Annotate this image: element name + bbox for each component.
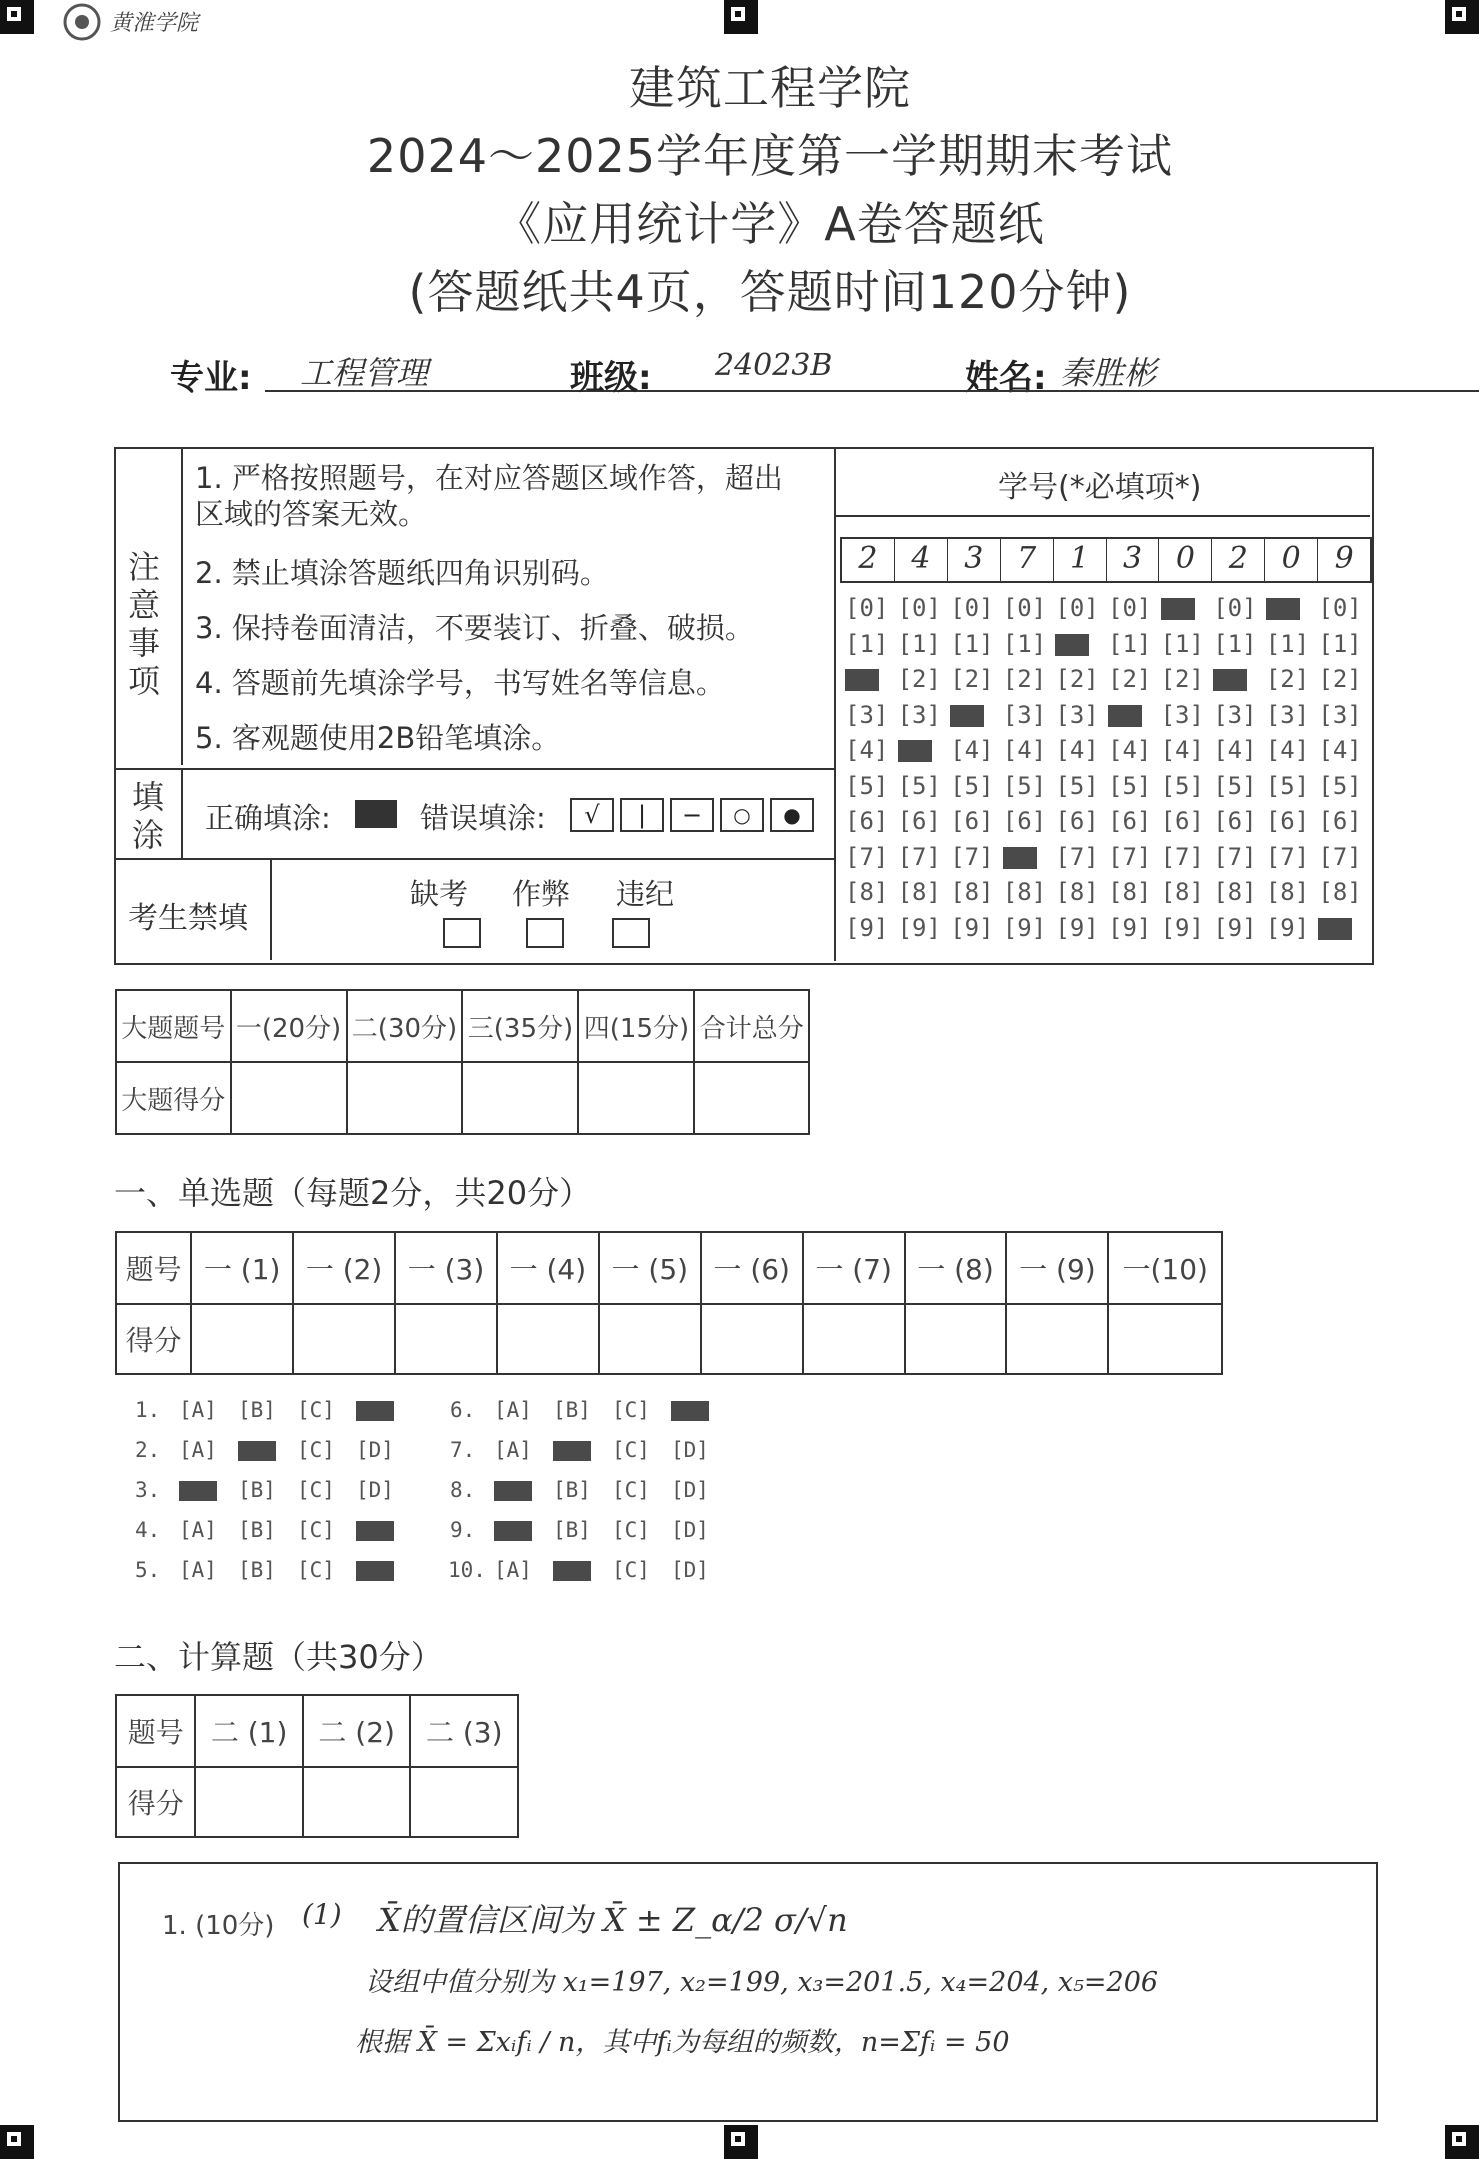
id-digit: 2 [842, 539, 895, 581]
id-bubble[interactable]: [2] [1002, 665, 1047, 693]
id-bubble[interactable]: [0] [950, 594, 994, 622]
mc-option-filled[interactable] [494, 1478, 532, 1502]
course-title: 《应用统计学》A卷答题纸 [495, 197, 1045, 251]
corner-mark-top-right [1445, 0, 1479, 34]
id-bubble[interactable]: [3] [1002, 700, 1047, 729]
id-bubble[interactable]: [1] [1160, 629, 1204, 658]
id-bubble-filled[interactable] [1318, 914, 1352, 942]
id-digit: 3 [948, 539, 1001, 581]
violation-label: 违纪 [616, 877, 675, 911]
answer-question-number: 1. (10分) [162, 1911, 275, 1941]
id-bubble[interactable]: [0] [1318, 594, 1362, 622]
id-bubble[interactable]: [2] [1108, 665, 1152, 693]
score-cell[interactable] [191, 1304, 293, 1374]
mc-option-filled[interactable] [179, 1478, 217, 1502]
id-bubble[interactable]: [6] [845, 807, 889, 835]
id-bubble[interactable]: [2] [1160, 665, 1204, 693]
id-bubble[interactable]: [6] [950, 807, 994, 835]
mc-option[interactable]: [C] [612, 1558, 650, 1582]
score-cell[interactable] [905, 1304, 1007, 1374]
mc-question-number: 5. [135, 1558, 161, 1582]
mc-question-number: 9. [450, 1518, 476, 1542]
violation-checkbox[interactable] [612, 918, 650, 948]
id-bubble[interactable]: [0] [845, 594, 889, 622]
score-header: 一(20分) [231, 990, 347, 1062]
id-bubble[interactable]: [8] [1108, 878, 1152, 906]
mc-option-filled[interactable] [494, 1518, 532, 1542]
score-cell[interactable] [347, 1062, 463, 1134]
id-digit: 0 [1265, 539, 1318, 581]
score-header: 合计总分 [694, 990, 809, 1062]
vertical-bar-icon: | [620, 798, 664, 832]
mc-option[interactable]: [B] [238, 1478, 276, 1502]
score-cell[interactable] [694, 1062, 809, 1134]
id-bubble[interactable]: [4] [1002, 736, 1047, 764]
id-bubble[interactable]: [9] [1002, 913, 1047, 942]
id-bubble[interactable]: [3] [1265, 700, 1310, 729]
id-bubble[interactable]: [0] [1055, 594, 1099, 622]
id-bubble[interactable]: [3] [1055, 700, 1099, 729]
id-bubble[interactable]: [2] [1055, 665, 1099, 693]
notice-item: 1. 严格按照题号，在对应答题区域作答，超出区域的答案无效。 [195, 461, 783, 531]
id-bubble[interactable]: [0] [1108, 594, 1152, 622]
section1-title: 一、单选题（每题2分，共20分） [114, 1174, 592, 1212]
id-bubble[interactable]: [8] [1160, 878, 1204, 906]
id-bubble[interactable]: [5] [1318, 771, 1362, 800]
score-cell[interactable] [1006, 1304, 1108, 1374]
id-digit: 7 [1001, 539, 1054, 581]
mc-option-filled[interactable] [356, 1558, 394, 1582]
student-id-title: 学号(*必填项*) [998, 470, 1202, 505]
mc-question-number: 10. [448, 1558, 486, 1582]
id-bubble[interactable]: [3] [897, 700, 941, 729]
section2-title: 二、计算题（共30分） [114, 1638, 443, 1676]
corner-mark-top-center [724, 0, 758, 34]
school-logo: 黄淮学院 [62, 2, 222, 42]
id-bubble[interactable]: [6] [897, 807, 941, 835]
id-bubble-filled[interactable] [1055, 630, 1089, 658]
dot-icon: ● [770, 798, 814, 832]
id-bubble[interactable]: [4] [950, 736, 994, 764]
corner-mark-bottom-left [0, 2125, 34, 2159]
mc-option[interactable]: [C] [297, 1518, 335, 1542]
id-bubble[interactable]: [9] [1108, 913, 1152, 942]
wrong-fill-label: 错误填涂: [420, 801, 546, 835]
id-bubble[interactable]: [1] [1213, 629, 1257, 658]
id-bubble[interactable]: [4] [1108, 736, 1152, 764]
id-bubble[interactable]: [6] [1108, 807, 1152, 835]
id-bubble[interactable]: [7] [1213, 842, 1257, 871]
mc-option[interactable]: [C] [297, 1478, 335, 1502]
id-bubble[interactable]: [8] [897, 878, 941, 906]
id-bubble[interactable]: [3] [1160, 700, 1204, 729]
mc-option[interactable]: [B] [238, 1558, 276, 1582]
mc-option[interactable]: [C] [297, 1438, 335, 1462]
mc-option[interactable]: [D] [671, 1478, 709, 1502]
mc-question-number: 1. [135, 1398, 161, 1422]
id-bubble[interactable]: [4] [1318, 736, 1362, 764]
mc-option[interactable]: [A] [179, 1438, 217, 1462]
id-bubble[interactable]: [9] [845, 913, 889, 942]
score-cell[interactable] [803, 1304, 905, 1374]
score-cell[interactable] [395, 1304, 497, 1374]
id-digit: 4 [895, 539, 948, 581]
question-col: 一 (4) [497, 1232, 599, 1304]
mc-option[interactable]: [A] [494, 1558, 532, 1582]
corner-mark-bottom-center [724, 2125, 758, 2159]
id-digit: 1 [1054, 539, 1107, 581]
answer-part-label: (1) [302, 1898, 342, 1931]
id-bubble[interactable]: [3] [845, 700, 889, 729]
id-digit: 9 [1334, 541, 1354, 576]
id-bubble[interactable]: [6] [1213, 807, 1257, 835]
name-value[interactable]: 秦胜彬 [1060, 354, 1157, 392]
mc-option[interactable]: [A] [494, 1398, 532, 1422]
id-bubble[interactable]: [2] [897, 665, 941, 693]
score-header: 三(35分) [462, 990, 578, 1062]
id-bubble[interactable]: [1] [1002, 629, 1047, 658]
id-bubble[interactable]: [8] [1213, 878, 1257, 906]
id-bubble[interactable]: [8] [1265, 878, 1310, 906]
circle-icon: ○ [720, 798, 764, 832]
question-col: 一(10) [1108, 1232, 1222, 1304]
id-bubble[interactable]: [6] [1002, 807, 1047, 835]
id-bubble[interactable]: [8] [845, 878, 889, 906]
class-value[interactable]: 24023B [715, 348, 833, 383]
id-bubble[interactable]: [4] [1055, 736, 1099, 764]
id-bubble[interactable]: [2] [1318, 665, 1362, 693]
id-bubble[interactable]: [9] [1160, 913, 1204, 942]
id-bubble[interactable]: [4] [1265, 736, 1310, 764]
score-header: 二(30分) [347, 990, 463, 1062]
mc-option[interactable]: [B] [553, 1398, 591, 1422]
cheat-label: 作弊 [512, 877, 571, 911]
score-cell[interactable] [293, 1304, 395, 1374]
id-bubble[interactable]: [9] [950, 913, 994, 942]
mc-option[interactable]: [C] [297, 1398, 335, 1422]
question-col: 一 (2) [293, 1232, 395, 1304]
id-bubble[interactable]: [6] [1318, 807, 1362, 835]
question-col: 二 (2) [303, 1695, 411, 1767]
score-label: 得分 [116, 1767, 195, 1837]
id-bubble-filled[interactable] [1108, 701, 1142, 729]
question-col: 一 (8) [905, 1232, 1007, 1304]
question-col: 一 (5) [599, 1232, 701, 1304]
mc-option[interactable]: [B] [238, 1518, 276, 1542]
score-summary-table [115, 989, 810, 1135]
id-digit: 2 [1212, 539, 1265, 581]
question-col: 二 (1) [195, 1695, 303, 1767]
id-bubble[interactable]: [4] [1213, 736, 1257, 764]
id-bubble[interactable]: [5] [845, 771, 889, 800]
id-bubble[interactable]: [9] [1265, 913, 1310, 942]
correct-fill-sample [355, 800, 397, 828]
absent-checkbox[interactable] [443, 918, 481, 948]
id-bubble[interactable]: [4] [1160, 736, 1204, 764]
mc-option[interactable]: [A] [494, 1438, 532, 1462]
notice-item: 2. 禁止填涂答题纸四角识别码。 [195, 556, 609, 590]
check-mark-icon: √ [570, 798, 614, 832]
absent-label: 缺考 [410, 877, 469, 911]
mc-option[interactable]: [A] [179, 1558, 217, 1582]
notice-side-label: 注意事项 [128, 548, 161, 700]
answer-line: X̄的置信区间为 X̄ ± Z_α/2 σ/√n [378, 1901, 848, 1939]
score-cell[interactable] [303, 1767, 411, 1837]
id-bubble[interactable]: [6] [1055, 807, 1099, 835]
mc-option-filled[interactable] [356, 1398, 394, 1422]
id-bubble[interactable]: [7] [1160, 842, 1204, 871]
score-cell[interactable] [599, 1304, 701, 1374]
question-col: 一 (6) [701, 1232, 803, 1304]
score-cell[interactable] [195, 1767, 303, 1837]
id-bubble[interactable]: [7] [845, 842, 889, 871]
id-bubble-filled[interactable] [1213, 665, 1247, 693]
score-header: 四(15分) [578, 990, 694, 1062]
answer-line: 设组中值分别为 x₁=197, x₂=199, x₃=201.5, x₄=204, x₅=206 [365, 1967, 1159, 1998]
question-col: 一 (3) [395, 1232, 497, 1304]
question-col: 一 (9) [1006, 1232, 1108, 1304]
prohibited-label: 考生禁填 [128, 901, 248, 936]
major-value[interactable]: 工程管理 [300, 354, 429, 392]
notice-item: 5. 客观题使用2B铅笔填涂。 [195, 721, 561, 755]
dash-icon: − [670, 798, 714, 832]
id-bubble[interactable]: [5] [1108, 771, 1152, 800]
term-title: 2024～2025学年度第一学期期末考试 [366, 129, 1174, 183]
id-bubble[interactable]: [5] [1055, 771, 1099, 800]
id-bubble[interactable]: [8] [950, 878, 994, 906]
mc-option[interactable]: [D] [671, 1438, 709, 1462]
mc-option[interactable]: [C] [612, 1478, 650, 1502]
id-bubble-filled[interactable] [845, 665, 879, 693]
id-bubble[interactable]: [2] [1265, 665, 1310, 693]
school-title: 建筑工程学院 [629, 61, 911, 115]
id-bubble[interactable]: [1] [1318, 629, 1362, 658]
question-header-label: 题号 [116, 1232, 191, 1304]
id-bubble[interactable]: [1] [845, 629, 889, 658]
logo-emblem-icon [62, 2, 106, 42]
id-bubble[interactable]: [1] [1108, 629, 1152, 658]
id-bubble[interactable]: [7] [1055, 842, 1099, 871]
score-cell[interactable] [578, 1062, 694, 1134]
id-bubble[interactable]: [4] [845, 736, 889, 764]
mc-question-number: 2. [135, 1438, 161, 1462]
mc-option-filled[interactable] [671, 1398, 709, 1422]
id-bubble[interactable]: [2] [950, 665, 994, 693]
id-bubble[interactable]: [0] [1213, 594, 1257, 622]
mc-option[interactable]: [B] [238, 1398, 276, 1422]
score-cell[interactable] [701, 1304, 803, 1374]
id-bubble-filled[interactable] [1266, 594, 1300, 622]
notice-item: 3. 保持卷面清洁，不要装订、折叠、破损。 [195, 611, 754, 645]
id-digit: 0 [1159, 539, 1212, 581]
mc-option[interactable]: [C] [297, 1558, 335, 1582]
mc-option[interactable]: [A] [179, 1398, 217, 1422]
mc-option[interactable]: [C] [612, 1438, 650, 1462]
id-bubble[interactable]: [1] [950, 629, 994, 658]
mc-option[interactable]: [C] [612, 1398, 650, 1422]
sheet-info: (答题纸共4页，答题时间120分钟) [408, 265, 1132, 319]
name-label: 姓名: [965, 358, 1047, 398]
id-bubble[interactable]: [5] [897, 771, 941, 800]
score-header: 大题题号 [116, 990, 231, 1062]
id-bubble[interactable]: [6] [1265, 807, 1310, 835]
id-bubble[interactable]: [7] [1265, 842, 1310, 871]
mc-option[interactable]: [B] [553, 1518, 591, 1542]
id-bubble[interactable]: [7] [1108, 842, 1152, 871]
id-bubble-filled[interactable] [898, 736, 932, 764]
mc-question-number: 3. [135, 1478, 161, 1502]
score-cell[interactable] [231, 1062, 347, 1134]
question-header-label: 题号 [116, 1695, 195, 1767]
section1-score-table [115, 1231, 1223, 1375]
id-bubble[interactable]: [0] [897, 594, 941, 622]
id-bubble[interactable]: [0] [1002, 594, 1047, 622]
id-bubble[interactable]: [9] [897, 913, 941, 942]
score-label: 得分 [116, 1304, 191, 1374]
corner-mark-bottom-right [1445, 2125, 1479, 2159]
id-bubble[interactable]: [8] [1002, 878, 1047, 906]
mc-option[interactable]: [B] [553, 1478, 591, 1502]
id-bubble[interactable]: [1] [1265, 629, 1310, 658]
id-bubble[interactable]: [3] [1213, 700, 1257, 729]
major-label: 专业: [170, 358, 252, 398]
id-bubble-filled[interactable] [1003, 843, 1037, 871]
id-bubble[interactable]: [5] [1213, 771, 1257, 800]
mc-option[interactable]: [C] [612, 1518, 650, 1542]
mc-option[interactable]: [D] [671, 1518, 709, 1542]
id-bubble[interactable]: [9] [1055, 913, 1099, 942]
score-cell[interactable] [1108, 1304, 1222, 1374]
mc-option-filled[interactable] [356, 1518, 394, 1542]
student-info [170, 348, 1360, 398]
mc-option[interactable]: [A] [179, 1518, 217, 1542]
id-bubble[interactable]: [9] [1213, 913, 1257, 942]
id-bubble[interactable]: [6] [1160, 807, 1204, 835]
question-col: 一 (1) [191, 1232, 293, 1304]
mc-option-filled[interactable] [553, 1558, 591, 1582]
section2-score-table [115, 1694, 519, 1838]
mc-option[interactable]: [D] [356, 1478, 394, 1502]
score-cell[interactable] [410, 1767, 518, 1837]
fill-label: 填涂 [132, 778, 165, 854]
mc-option-filled[interactable] [238, 1438, 276, 1462]
score-cell[interactable] [497, 1304, 599, 1374]
id-bubble[interactable]: [5] [950, 771, 994, 800]
score-row-label: 大题得分 [116, 1062, 231, 1134]
id-bubble[interactable]: [7] [950, 842, 994, 871]
id-bubble[interactable]: [7] [1318, 842, 1362, 871]
mc-question-number: 8. [450, 1478, 476, 1502]
mc-question-number: 6. [450, 1398, 476, 1422]
corner-mark-top-left [0, 0, 34, 34]
id-bubble[interactable]: [5] [1265, 771, 1310, 800]
id-bubble-filled[interactable] [950, 701, 984, 729]
id-bubble[interactable]: [8] [1318, 878, 1362, 906]
id-bubble[interactable]: [5] [1160, 771, 1204, 800]
correct-fill-label: 正确填涂: [205, 801, 331, 835]
id-bubble[interactable]: [3] [1318, 700, 1362, 729]
mc-option[interactable]: [D] [671, 1558, 709, 1582]
id-bubble[interactable]: [7] [897, 842, 941, 871]
score-cell[interactable] [462, 1062, 578, 1134]
answer-line: 根据 X̄ = Σxᵢfᵢ / n，其中fᵢ为每组的频数，n=Σfᵢ = 50 [355, 2027, 1010, 2058]
mc-question-number: 7. [450, 1438, 476, 1462]
id-bubble-filled[interactable] [1161, 594, 1195, 622]
cheat-checkbox[interactable] [526, 918, 564, 948]
question-col: 二 (3) [410, 1695, 518, 1767]
id-bubble[interactable]: [5] [1002, 771, 1047, 800]
id-digit: 3 [1107, 539, 1160, 581]
question-col: 一 (7) [803, 1232, 905, 1304]
notice-item: 4. 答题前先填涂学号，书写姓名等信息。 [195, 666, 725, 700]
class-label: 班级: [570, 358, 652, 398]
mc-option-filled[interactable] [553, 1438, 591, 1462]
id-bubble[interactable]: [1] [897, 629, 941, 658]
student-id-digit-boxes[interactable] [840, 537, 1372, 583]
id-bubble[interactable]: [8] [1055, 878, 1099, 906]
mc-question-number: 4. [135, 1518, 161, 1542]
mc-option[interactable]: [D] [356, 1438, 394, 1462]
